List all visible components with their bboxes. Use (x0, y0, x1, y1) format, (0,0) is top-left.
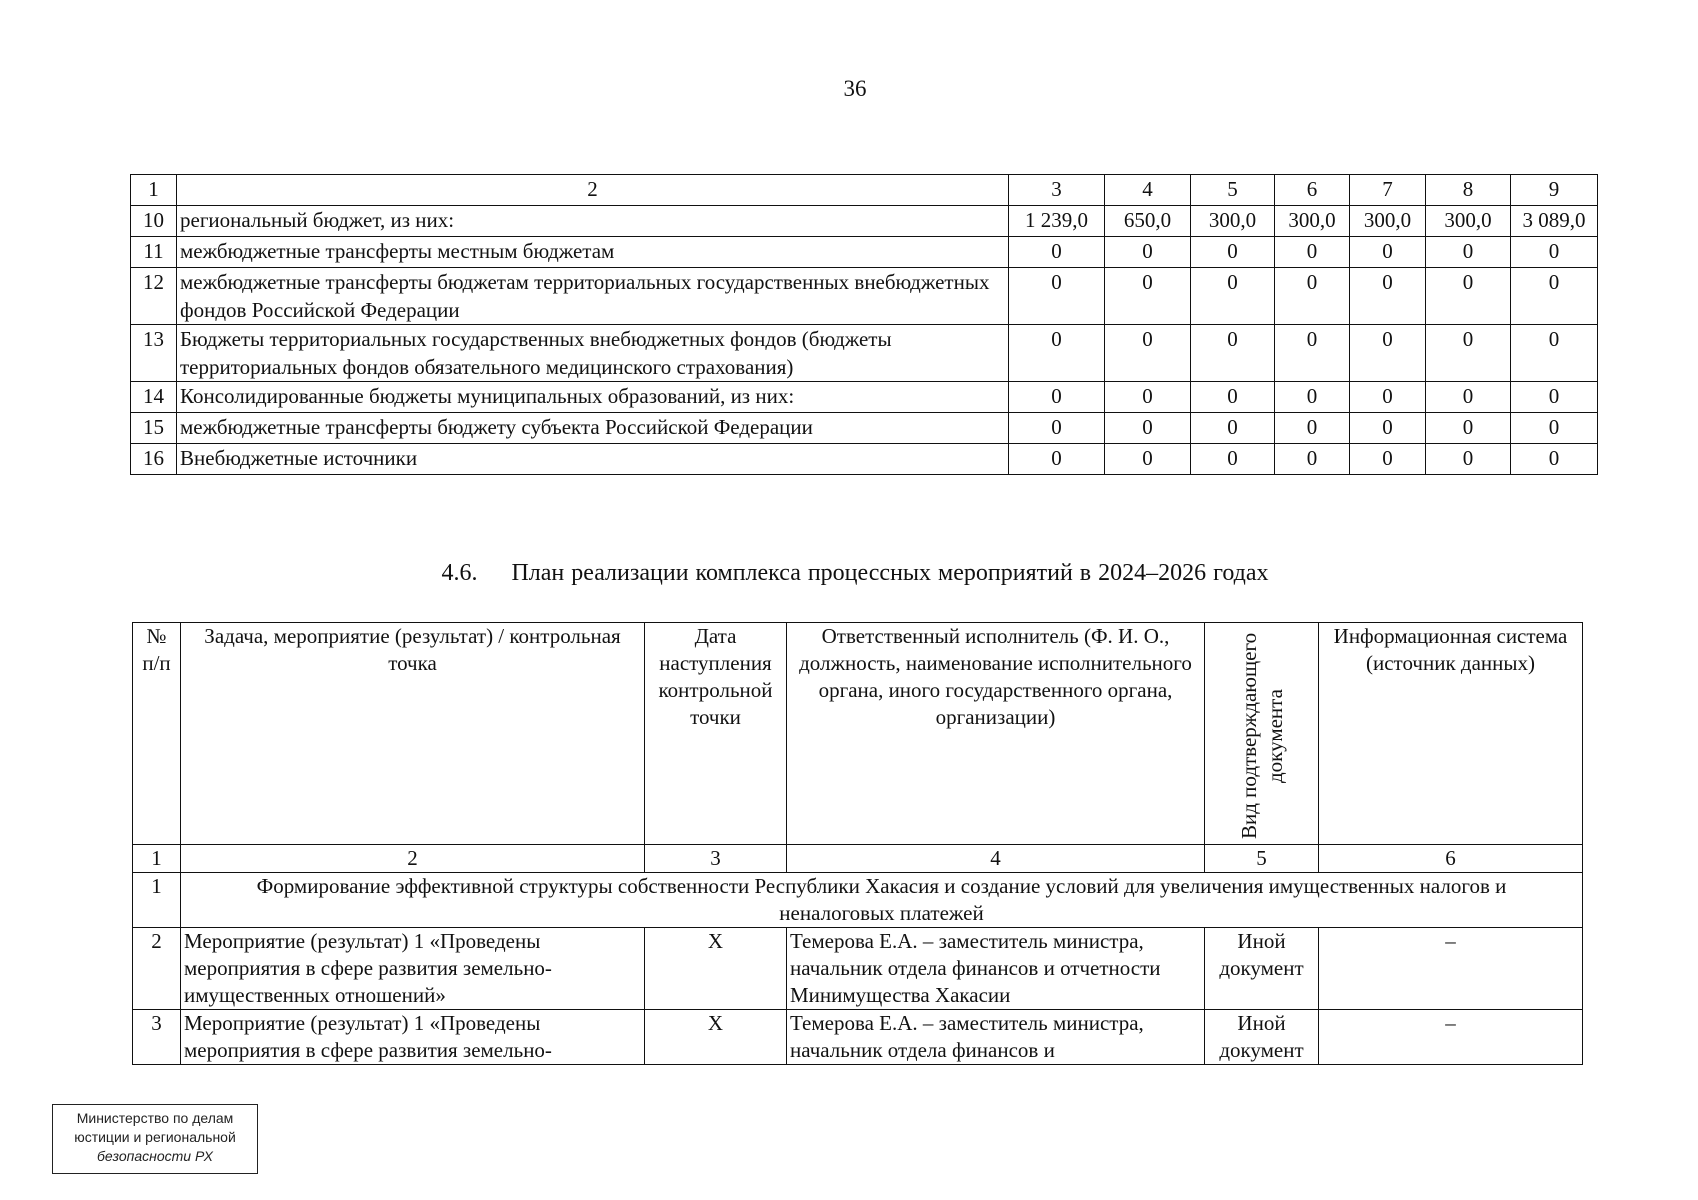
row-number: 14 (131, 382, 177, 413)
table-row (131, 382, 1598, 413)
table-row (131, 268, 1598, 325)
column-numbering-row (133, 845, 1583, 873)
table-row (131, 237, 1598, 268)
row-number: 1 (133, 873, 181, 928)
cell-value: 0 (1105, 382, 1191, 413)
cell-value: 0 (1009, 325, 1105, 382)
cell-value: 0 (1191, 382, 1275, 413)
row-number: 15 (131, 413, 177, 444)
cell-value: 0 (1191, 325, 1275, 382)
row-label: региональный бюджет, из них: (177, 206, 1009, 237)
cell-value: 0 (1191, 268, 1275, 325)
cell-value: 1 239,0 (1009, 206, 1105, 237)
row-number: 12 (131, 268, 177, 325)
cell-value: 3 089,0 (1511, 206, 1598, 237)
column-number: 4 (1105, 175, 1191, 206)
cell-value: 0 (1009, 268, 1105, 325)
header-number: № п/п (133, 623, 181, 845)
cell-value: 0 (1511, 382, 1598, 413)
cell-value: 0 (1511, 237, 1598, 268)
stamp-line: Министерство по делам (76, 1110, 234, 1126)
header-document-type-text: Вид подтверждающего документа (1236, 632, 1287, 840)
row-label: межбюджетные трансферты бюджету субъекта Российской Федерации (177, 413, 1009, 444)
cell-value: 0 (1105, 325, 1191, 382)
cell-value: 0 (1350, 444, 1426, 475)
row-label: межбюджетные трансферты местным бюджетам (177, 237, 1009, 268)
column-number: 6 (1319, 845, 1583, 873)
control-date: X (645, 1010, 787, 1065)
cell-value: 0 (1105, 444, 1191, 475)
cell-value: 0 (1009, 382, 1105, 413)
cell-value: 0 (1350, 268, 1426, 325)
column-number: 5 (1205, 845, 1319, 873)
row-number: 3 (133, 1010, 181, 1065)
row-label: Внебюджетные источники (177, 444, 1009, 475)
table-row (133, 1010, 1583, 1065)
cell-value: 300,0 (1191, 206, 1275, 237)
table-row (131, 206, 1598, 237)
cell-value: 0 (1191, 237, 1275, 268)
section-number: 4.6. (441, 560, 478, 586)
stamp-line: безопасности РХ (96, 1148, 213, 1164)
cell-value: 0 (1275, 268, 1350, 325)
column-number: 2 (177, 175, 1009, 206)
cell-value: 0 (1275, 325, 1350, 382)
header-date: Дата наступления контрольной точки (645, 623, 787, 845)
info-system: – (1319, 1010, 1583, 1065)
cell-value: 0 (1426, 382, 1511, 413)
document-type: Иной документ (1205, 928, 1319, 1010)
section-title-text: План реализации комплекса процессных мероприятий в 2024–2026 годах (511, 560, 1269, 586)
column-number: 2 (181, 845, 645, 873)
cell-value: 0 (1426, 237, 1511, 268)
column-number: 1 (131, 175, 177, 206)
table-header-row (133, 623, 1583, 845)
cell-value: 0 (1426, 413, 1511, 444)
cell-value: 0 (1275, 237, 1350, 268)
column-number: 4 (787, 845, 1205, 873)
column-number: 3 (645, 845, 787, 873)
cell-value: 300,0 (1426, 206, 1511, 237)
column-number: 8 (1426, 175, 1511, 206)
document-type: Иной документ (1205, 1010, 1319, 1065)
header-info-system: Информационная система (источник данных) (1319, 623, 1583, 845)
row-number: 13 (131, 325, 177, 382)
cell-value: 300,0 (1350, 206, 1426, 237)
row-number: 2 (133, 928, 181, 1010)
cell-value: 0 (1350, 325, 1426, 382)
row-label: межбюджетные трансферты бюджетам территориальных государственных внебюджетных фондов Российской Федерации (177, 268, 1009, 325)
task-text: Формирование эффективной структуры собственности Республики Хакасия и создание условий для увеличения имущественных налогов и неналоговых платежей (181, 873, 1583, 928)
column-number: 9 (1511, 175, 1598, 206)
cell-value: 650,0 (1105, 206, 1191, 237)
table-row (131, 325, 1598, 382)
cell-value: 300,0 (1275, 206, 1350, 237)
header-task: Задача, мероприятие (результат) / контрольная точка (181, 623, 645, 845)
page-number: 36 (843, 76, 867, 101)
section-title (0, 560, 1698, 587)
implementation-plan-table (132, 622, 1583, 1065)
cell-value: 0 (1275, 382, 1350, 413)
cell-value: 0 (1426, 268, 1511, 325)
header-executor: Ответственный исполнитель (Ф. И. О., должность, наименование исполнительного органа, иного государственного органа, организации) (787, 623, 1205, 845)
cell-value: 0 (1105, 413, 1191, 444)
cell-value: 0 (1275, 444, 1350, 475)
cell-value: 0 (1350, 413, 1426, 444)
table-row (131, 444, 1598, 475)
column-number: 1 (133, 845, 181, 873)
cell-value: 0 (1511, 268, 1598, 325)
control-date: X (645, 928, 787, 1010)
row-number: 16 (131, 444, 177, 475)
table-row (131, 413, 1598, 444)
registration-stamp (52, 1104, 258, 1174)
cell-value: 0 (1009, 413, 1105, 444)
event-text: Мероприятие (результат) 1 «Проведены мероприятия в сфере развития земельно-имущественных отношений» (181, 928, 645, 1010)
column-number: 5 (1191, 175, 1275, 206)
cell-value: 0 (1009, 444, 1105, 475)
column-number: 3 (1009, 175, 1105, 206)
cell-value: 0 (1105, 268, 1191, 325)
row-label: Консолидированные бюджеты муниципальных образований, из них: (177, 382, 1009, 413)
cell-value: 0 (1426, 444, 1511, 475)
table-header-row (131, 175, 1598, 206)
executor-text: Темерова Е.А. – заместитель министра, начальник отдела финансов и (787, 1010, 1205, 1065)
info-system: – (1319, 928, 1583, 1010)
row-label: Бюджеты территориальных государственных внебюджетных фондов (бюджеты территориальных фондов обязательного медицинского страхования) (177, 325, 1009, 382)
cell-value: 0 (1191, 444, 1275, 475)
cell-value: 0 (1105, 237, 1191, 268)
cell-value: 0 (1511, 444, 1598, 475)
header-document-type (1205, 623, 1319, 845)
column-number: 6 (1275, 175, 1350, 206)
cell-value: 0 (1350, 382, 1426, 413)
cell-value: 0 (1009, 237, 1105, 268)
stamp-line: юстиции и региональной (74, 1129, 236, 1145)
cell-value: 0 (1511, 413, 1598, 444)
task-row (133, 873, 1583, 928)
column-number: 7 (1350, 175, 1426, 206)
financing-table (130, 174, 1598, 475)
row-number: 11 (131, 237, 177, 268)
cell-value: 0 (1426, 325, 1511, 382)
event-text: Мероприятие (результат) 1 «Проведены мероприятия в сфере развития земельно- (181, 1010, 645, 1065)
row-number: 10 (131, 206, 177, 237)
table-row (133, 928, 1583, 1010)
cell-value: 0 (1511, 325, 1598, 382)
cell-value: 0 (1350, 237, 1426, 268)
cell-value: 0 (1191, 413, 1275, 444)
executor-text: Темерова Е.А. – заместитель министра, начальник отдела финансов и отчетности Минимущества Хакасии (787, 928, 1205, 1010)
cell-value: 0 (1275, 413, 1350, 444)
